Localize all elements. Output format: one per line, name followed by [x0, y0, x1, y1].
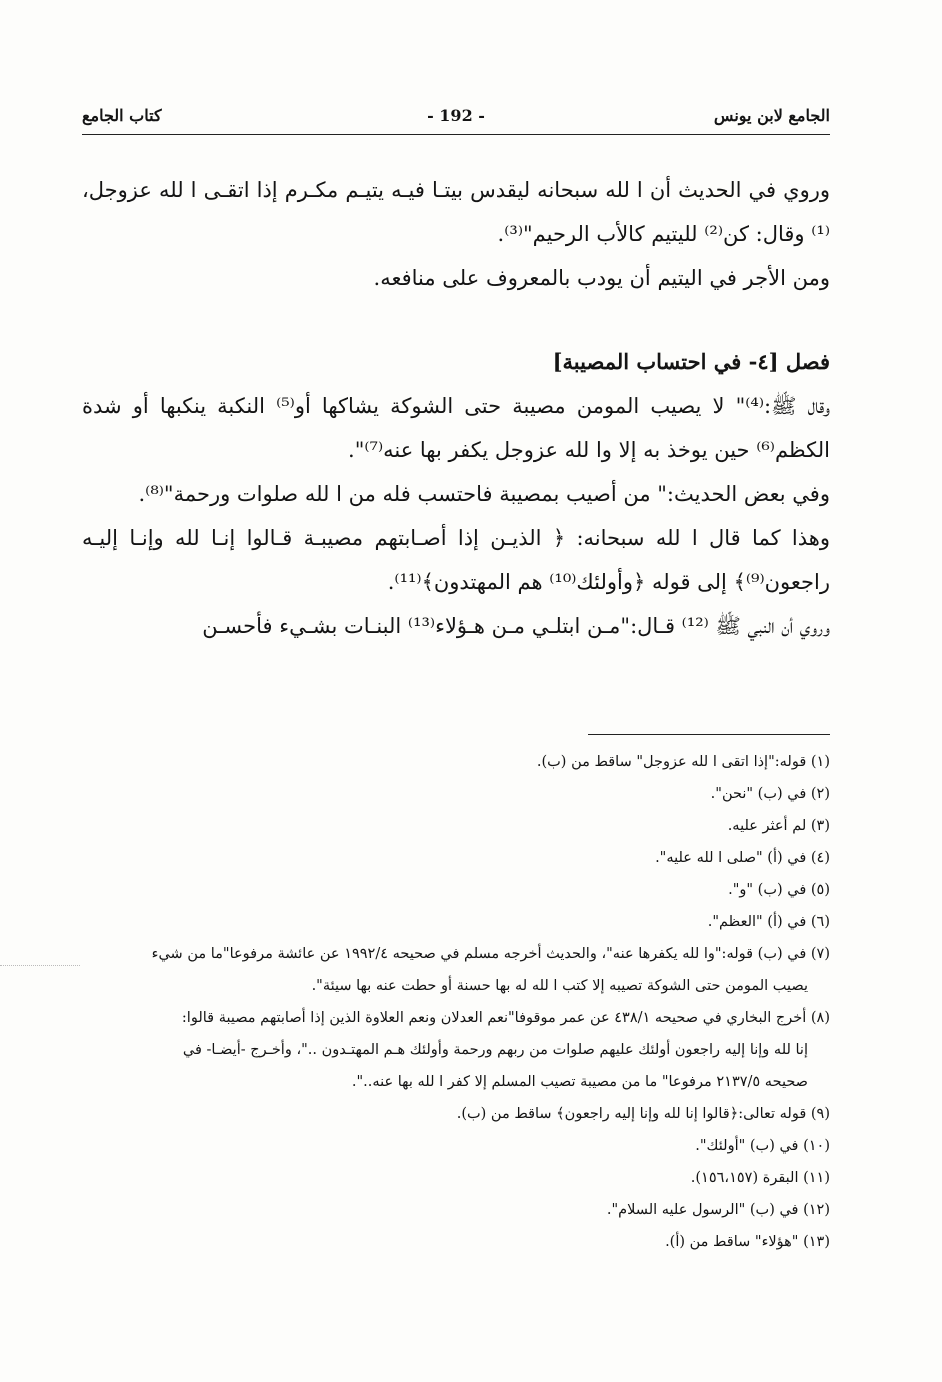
footnote-8-continued: إنا لله وإنا إليه راجعون أولئك عليهم صلوات من ربهم ورحمة وأولئك هـم المهتـدون .."، وأخـرج -أيضـا- في	[182, 1042, 808, 1058]
footnote-2: (٢) في (ب) "نحن".	[710, 786, 830, 802]
paragraph-quran-verse: وهذا كما قال ا لله سبحانه: ﴿ الذيـن إذا أصـابتهم مصيبـة قـالوا إنـا لله وإنـا إليـه راجعون⁽⁹⁾﴾ إلى قوله ﴿وأولئك⁽¹⁰⁾ هم المهتدون﴾⁽¹¹⁾.	[82, 526, 830, 594]
footnote-7-continued: يصيب المومن حتى الشوكة تصيبه إلا كتب ا لله له بها حسنة أو حطت عنه بها سيئة".	[311, 978, 808, 994]
footnote-8: (٨) أخرج البخاري في صحيحه ٤٣٨/١ عن عمر موقوفا"نعم العدلان ونعم العلاوة الذين إذا أصابتهم مصيبة قالوا:	[181, 1010, 830, 1026]
page-number: - 192 -	[427, 106, 485, 125]
paragraph-daughters-hadith: وروي أن النبي ﷺ ⁽¹²⁾ قـال:"مـن ابتلـي مـن هـؤلاء⁽¹³⁾ البنـات بشـيء فأحسـن	[202, 614, 830, 638]
header-chapter-title: كتاب الجامع	[82, 106, 162, 125]
paragraph-thorn-hadith: وقال ﷺ:⁽⁴⁾" لا يصيب المومن مصيبة حتى الشوكة يشاكها أو⁽⁵⁾ النكبة ينكبها أو شدة الكظم⁽⁶⁾ حين يوخذ به إلا وا لله عزوجل يكفر بها عنه⁽⁷⁾".	[82, 394, 830, 462]
footnote-12: (١٢) في (ب) "الرسول عليه السلام".	[606, 1202, 830, 1218]
footnote-separator	[588, 734, 830, 735]
footnote-9: (٩) قوله تعالى:﴿قالوا إنا لله وإنا إليه راجعون﴾ ساقط من (ب).	[456, 1106, 830, 1122]
footnote-4: (٤) في (أ) "صلى ا لله عليه".	[655, 850, 830, 866]
paragraph-orphan-hadith: وروي في الحديث أن ا لله سبحانه ليقدس بيتـا فيـه يتيـم مكـرم إذا اتقـى ا لله عزوجل،⁽¹⁾ وقال: كن⁽²⁾ لليتيم كالأب الرحيم"⁽³⁾.	[82, 178, 830, 246]
section-heading: فصل [٤- في احتساب المصيبة]	[552, 349, 830, 374]
footnote-13: (١٣) "هؤلاء" ساقط من (أ).	[665, 1234, 830, 1250]
footnote-3: (٣) لم أعثر عليه.	[727, 818, 830, 834]
paragraph-orphan-manners: ومن الأجر في اليتيم أن يودب بالمعروف على منافعه.	[373, 266, 830, 290]
footnote-5: (٥) في (ب) "و".	[728, 882, 830, 898]
main-text	[82, 168, 830, 648]
footnote-6: (٦) في (أ) "العظم".	[707, 914, 830, 930]
footnote-1: (١) قوله:"إذا اتقى ا لله عزوجل" ساقط من (ب).	[536, 754, 830, 770]
scan-artifact-line	[0, 965, 80, 966]
footnote-7: (٧) في (ب) قوله:"وا لله يكفرها عنه"، والحديث أخرجه مسلم في صحيحه ١٩٩٢/٤ عن عائشة مرفوعا"ما من شيء	[151, 946, 830, 962]
footnote-8-continued-2: صحيحه ٢١٣٧/٥ مرفوعا" ما من مصيبة تصيب المسلم إلا كفر ا لله بها عنه..".	[351, 1074, 808, 1090]
paragraph-calamity-hadith: وفي بعض الحديث:" من أصيب بمصيبة فاحتسب فله من ا لله صلوات ورحمة"⁽⁸⁾.	[138, 482, 830, 506]
running-header	[82, 100, 830, 135]
footnotes	[82, 746, 830, 1258]
footnote-11: (١١) البقرة (١٥٦،١٥٧).	[690, 1170, 830, 1186]
footnote-10: (١٠) في (ب) "أولئك".	[695, 1138, 830, 1154]
header-book-title: الجامع لابن يونس	[713, 106, 830, 125]
